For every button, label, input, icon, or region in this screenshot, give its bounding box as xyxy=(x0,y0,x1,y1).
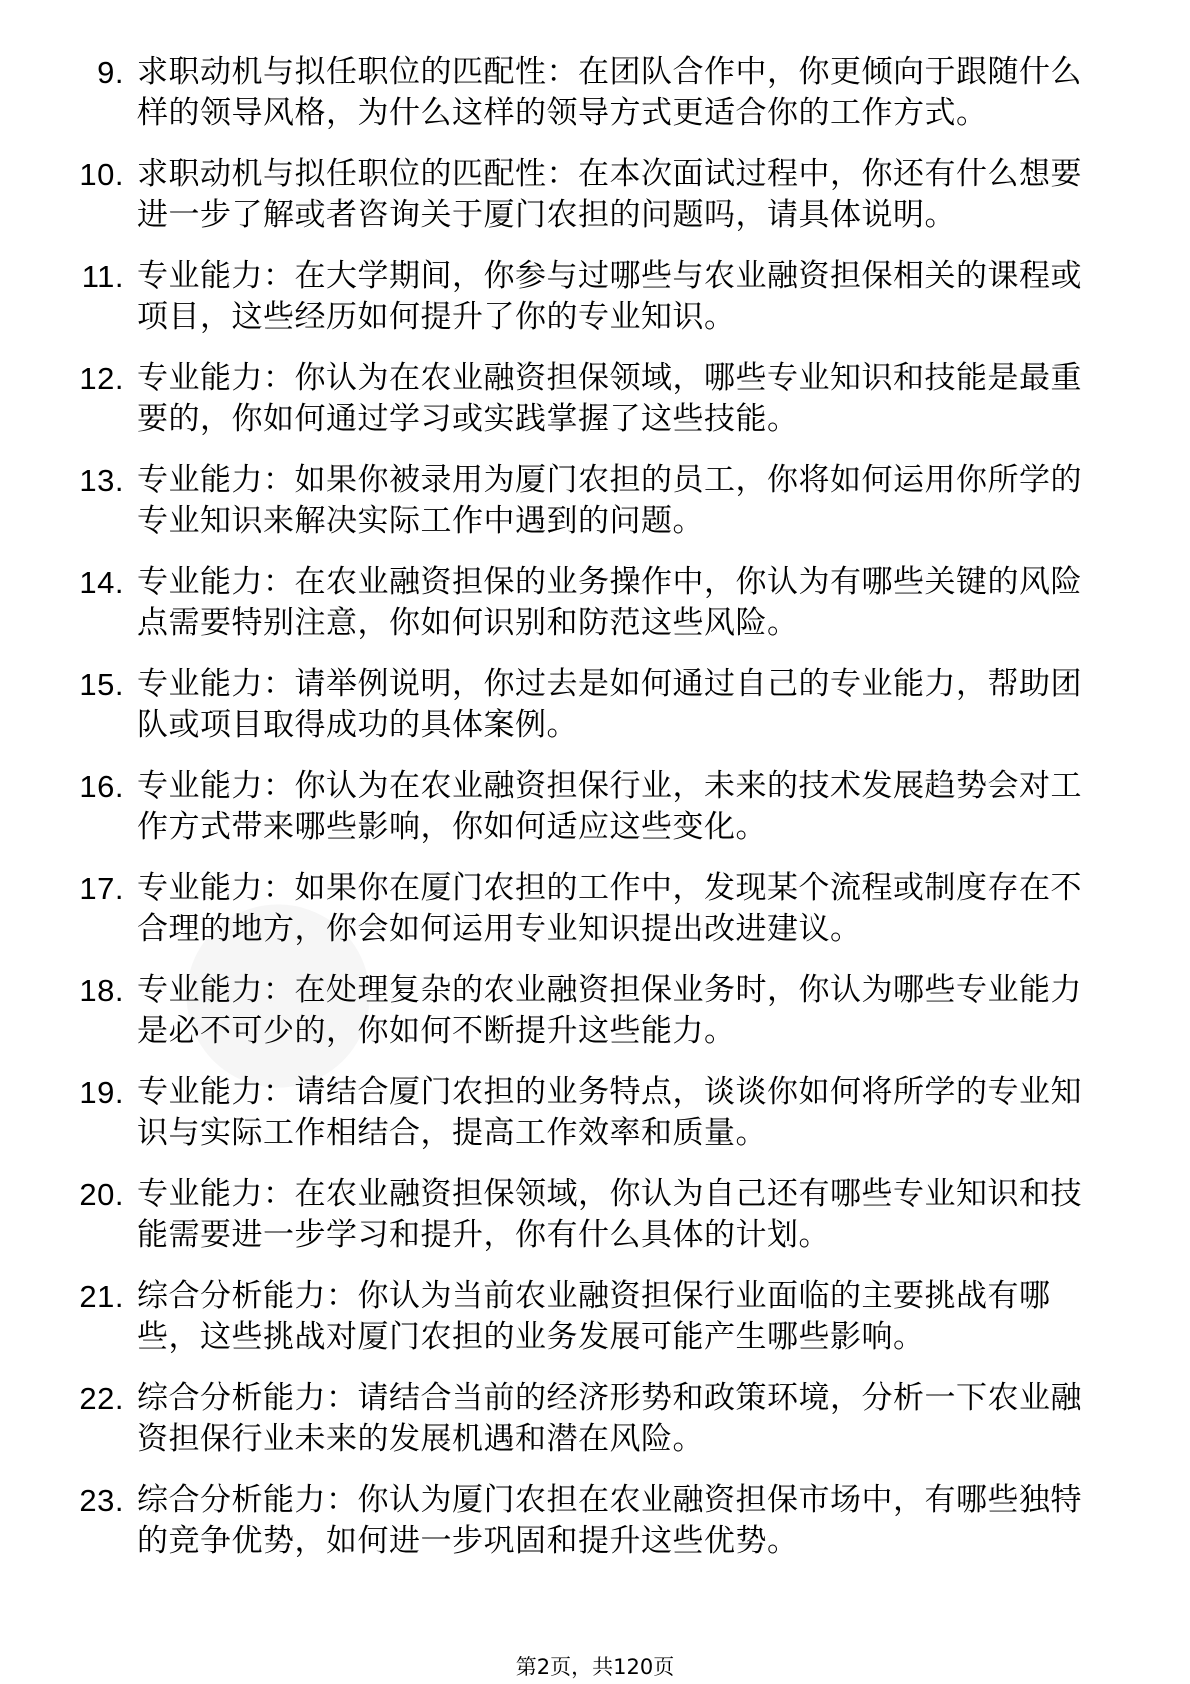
question-item xyxy=(60,460,1110,542)
question-number: 17. xyxy=(79,871,124,906)
question-number: 11. xyxy=(81,259,124,294)
question-number: 9. xyxy=(97,55,124,90)
question-item xyxy=(60,1480,1110,1562)
question-item xyxy=(60,766,1110,848)
question-number: 14. xyxy=(79,565,124,600)
question-number: 16. xyxy=(79,769,124,804)
question-text: 专业能力：如果你被录用为厦门农担的员工，你将如何运用你所学的专业知识来解决实际工作中遇到的问题。 xyxy=(137,462,1082,539)
question-item xyxy=(60,1378,1110,1460)
question-item xyxy=(60,1174,1110,1256)
question-number: 13. xyxy=(79,463,124,498)
question-number: 19. xyxy=(79,1075,124,1110)
question-text: 专业能力：请结合厦门农担的业务特点，谈谈你如何将所学的专业知识与实际工作相结合，提高工作效率和质量。 xyxy=(137,1074,1082,1151)
question-item xyxy=(60,1276,1110,1358)
question-text: 综合分析能力：你认为厦门农担在农业融资担保市场中，有哪些独特的竞争优势，如何进一步巩固和提升这些优势。 xyxy=(137,1482,1082,1559)
question-text: 专业能力：在处理复杂的农业融资担保业务时，你认为哪些专业能力是必不可少的，你如何不断提升这些能力。 xyxy=(137,972,1082,1049)
page-footer xyxy=(0,1654,1190,1680)
question-number: 21. xyxy=(79,1279,124,1314)
question-text: 专业能力：请举例说明，你过去是如何通过自己的专业能力，帮助团队或项目取得成功的具体案例。 xyxy=(137,666,1082,743)
question-text: 求职动机与拟任职位的匹配性：在本次面试过程中，你还有什么想要进一步了解或者咨询关于厦门农担的问题吗，请具体说明。 xyxy=(137,156,1082,233)
question-text: 专业能力：在大学期间，你参与过哪些与农业融资担保相关的课程或项目，这些经历如何提升了你的专业知识。 xyxy=(137,258,1082,335)
question-text: 专业能力：如果你在厦门农担的工作中，发现某个流程或制度存在不合理的地方，你会如何运用专业知识提出改进建议。 xyxy=(137,870,1082,947)
question-text: 专业能力：你认为在农业融资担保领域，哪些专业知识和技能是最重要的，你如何通过学习或实践掌握了这些技能。 xyxy=(137,360,1082,437)
question-number: 10. xyxy=(79,157,124,192)
question-number: 12. xyxy=(79,361,124,396)
question-text: 专业能力：你认为在农业融资担保行业，未来的技术发展趋势会对工作方式带来哪些影响，你如何适应这些变化。 xyxy=(137,768,1082,845)
question-list xyxy=(60,52,1110,1582)
question-item xyxy=(60,1072,1110,1154)
page-indicator: 第2页，共120页 xyxy=(515,1655,675,1679)
question-text: 专业能力：在农业融资担保领域，你认为自己还有哪些专业知识和技能需要进一步学习和提升，你有什么具体的计划。 xyxy=(137,1176,1082,1253)
question-text: 综合分析能力：你认为当前农业融资担保行业面临的主要挑战有哪些，这些挑战对厦门农担的业务发展可能产生哪些影响。 xyxy=(137,1278,1051,1355)
question-item xyxy=(60,562,1110,644)
question-item xyxy=(60,664,1110,746)
question-item xyxy=(60,256,1110,338)
question-number: 20. xyxy=(79,1177,124,1212)
question-number: 18. xyxy=(79,973,124,1008)
question-item xyxy=(60,52,1110,134)
question-number: 15. xyxy=(79,667,124,702)
question-item xyxy=(60,868,1110,950)
question-item xyxy=(60,154,1110,236)
question-text: 专业能力：在农业融资担保的业务操作中，你认为有哪些关键的风险点需要特别注意，你如何识别和防范这些风险。 xyxy=(137,564,1082,641)
question-number: 22. xyxy=(79,1381,124,1416)
question-number: 23. xyxy=(79,1483,124,1518)
question-text: 综合分析能力：请结合当前的经济形势和政策环境，分析一下农业融资担保行业未来的发展机遇和潜在风险。 xyxy=(137,1380,1082,1457)
question-item xyxy=(60,970,1110,1052)
question-item xyxy=(60,358,1110,440)
question-text: 求职动机与拟任职位的匹配性：在团队合作中，你更倾向于跟随什么样的领导风格，为什么这样的领导方式更适合你的工作方式。 xyxy=(137,54,1082,131)
